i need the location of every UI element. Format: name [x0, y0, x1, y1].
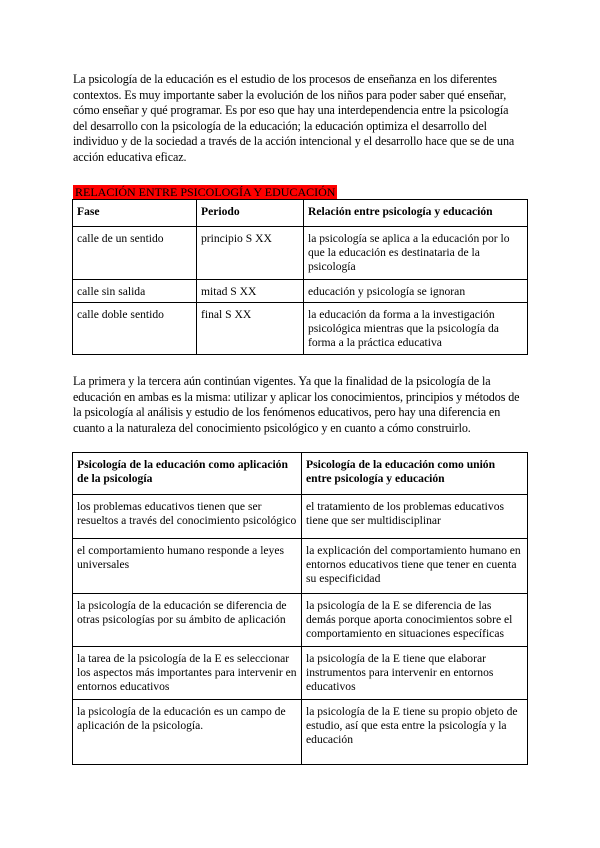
table-header-cell: Psicología de la educación como aplicación de la psicología	[73, 453, 302, 495]
table-header-cell: Relación entre psicología y educación	[304, 200, 528, 227]
phases-table	[72, 199, 528, 355]
table-cell: mitad S XX	[197, 280, 304, 303]
table-row	[73, 594, 528, 647]
table-cell: calle sin salida	[73, 280, 197, 303]
comparison-table	[72, 452, 528, 765]
table-cell: la psicología de la educación es un campo de aplicación de la psicología.	[73, 700, 302, 765]
table-header-cell: Psicología de la educación como unión entre psicología y educación	[302, 453, 528, 495]
table-cell: principio S XX	[197, 227, 304, 280]
table-row	[73, 227, 528, 280]
table-cell: el tratamiento de los problemas educativos tiene que ser multidisciplinar	[302, 495, 528, 539]
table-cell: la psicología de la E se diferencia de las demás porque aporta conocimientos sobre el comportamiento en situaciones específicas	[302, 594, 528, 647]
table-cell: la tarea de la psicología de la E es seleccionar los aspectos más importantes para intervenir en entornos educativos	[73, 647, 302, 700]
table-header-row	[73, 200, 528, 227]
table-cell: educación y psicología se ignoran	[304, 280, 528, 303]
table-header-row	[73, 453, 528, 495]
table-cell: final S XX	[197, 303, 304, 355]
table-cell: el comportamiento humano responde a leyes universales	[73, 539, 302, 594]
second-paragraph: La primera y la tercera aún continúan vigentes. Ya que la finalidad de la psicología de la educación en ambas es la misma: utilizar y aplicar los conocimientos, principios y métodos de la psicología al análisis y estudio de los fenómenos educativos, pero hay una diferencia en cuanto a la naturaleza del conocimiento psicológico y en cuanto a cómo construirlo.	[73, 374, 520, 435]
table-cell: la explicación del comportamiento humano en entornos educativos tiene que tener en cuenta su especificidad	[302, 539, 528, 594]
table-cell: calle doble sentido	[73, 303, 197, 355]
table-row	[73, 303, 528, 355]
table-header-cell: Periodo	[197, 200, 304, 227]
table-row	[73, 700, 528, 765]
table-row	[73, 495, 528, 539]
table-row	[73, 647, 528, 700]
table-cell: los problemas educativos tienen que ser resueltos a través del conocimiento psicológico	[73, 495, 302, 539]
table-cell: la educación da forma a la investigación psicológica mientras que la psicología da forma a la práctica educativa	[304, 303, 528, 355]
table-header-cell: Fase	[73, 200, 197, 227]
table-cell: calle de un sentido	[73, 227, 197, 280]
table-row	[73, 280, 528, 303]
table-row	[73, 539, 528, 594]
section-heading: RELACIÓN ENTRE PSICOLOGÍA Y EDUCACIÓN	[75, 185, 336, 199]
table-cell: la psicología se aplica a la educación por lo que la educación es destinataria de la psicología	[304, 227, 528, 280]
intro-paragraph: La psicología de la educación es el estudio de los procesos de enseñanza en los diferentes contextos. Es muy importante saber la evolución de los niños para poder saber qué enseñar, cómo enseñar y qué programar. Es por eso que hay una interdependencia entre la psicología del desarrollo con la psicología de la educación; la educación optimiza el desarrollo del individuo y de la sociedad a través de la acción intencional y el desarrollo hace que se de una acción educativa eficaz.	[73, 72, 515, 164]
table-cell: la psicología de la educación se diferencia de otras psicologías por su ámbito de aplicación	[73, 594, 302, 647]
table-cell: la psicología de la E tiene su propio objeto de estudio, así que esta entre la psicología y la educación	[302, 700, 528, 765]
table-cell: la psicología de la E tiene que elaborar instrumentos para intervenir en entornos educativos	[302, 647, 528, 700]
